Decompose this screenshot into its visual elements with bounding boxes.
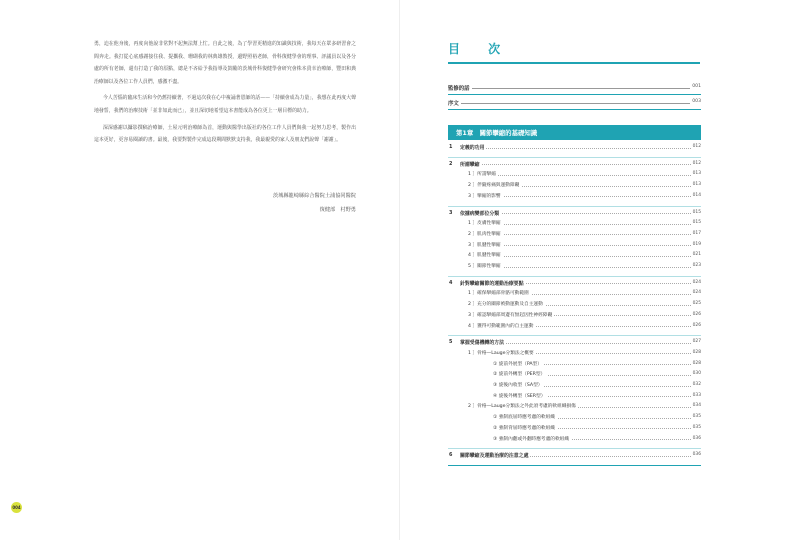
toc-subsection[interactable] [468, 301, 701, 310]
subsection-label: ③ 強制內翻或外翻時應考慮的軟組織 [493, 436, 570, 442]
section-label: 關節攣縮及運動治療的注意之處 [460, 453, 529, 460]
preface-paragraph-1: 勇，迫在他身後，再度向他說非常對不起無法幫上忙。自此之後，為了學習更精進的知識與技術，我每天在眾多研習會之間奔走。我打從心底感謝接住我、提攜我、珊瑚我的林典雄教授，邊野照裕老師，骨科復健學會的理事、評議員以及各分處的所有老師，還有打造了我的原點，總是不吝給予我指導及鼓勵的茨城骨科復健學會研究會株本貴幸治療師，豐田和典治療師以及各位工作人員們，感激不盡。 [94, 41, 356, 85]
subsection-page: 024 [692, 290, 701, 296]
toc-subsection[interactable] [493, 371, 701, 380]
toc-subsection[interactable] [468, 403, 701, 412]
subsection-page: 032 [692, 382, 701, 387]
toc-subsection[interactable] [493, 382, 701, 391]
subsection-page: 036 [692, 435, 701, 441]
toc-subsection[interactable] [468, 193, 701, 202]
section-label: 依據病變部位分類 [460, 210, 500, 217]
subsection-label: 2 ］伴隨疼痛與運動障礙 [468, 183, 520, 189]
subsection-page: 019 [692, 241, 701, 247]
subsection-label: 4 ］獲得可動範圍內的自主運動 [468, 323, 534, 329]
section-number: 3 [449, 209, 453, 216]
subsection-label: 2 ］骨格—Lauge分類法之外此須考慮的軟組織損傷 [468, 404, 576, 410]
toc-entry-preface[interactable] [448, 99, 701, 109]
right-page [400, 0, 799, 540]
toc-section[interactable] [448, 339, 701, 348]
subsection-label: 1 ］確保攣縮部骨骼可動範圍 [468, 291, 529, 297]
toc-subsection[interactable] [468, 231, 701, 240]
toc-subsection[interactable] [468, 290, 701, 299]
subsection-page: 026 [692, 322, 701, 328]
toc-subsection[interactable] [493, 393, 701, 402]
subsection-label: 2 ］肌肉性攣縮 [468, 231, 501, 237]
chapter-heading[interactable] [448, 125, 701, 140]
subsection-label: ① 旋前外展型（PA型） [493, 361, 542, 367]
toc-bottom-rule [448, 465, 701, 466]
page-number-badge: 004 [11, 502, 22, 513]
subsection-page: 017 [692, 230, 701, 236]
subsection-label: ④ 旋後外轉型（SER型） [493, 393, 546, 399]
toc-subsection[interactable] [468, 220, 701, 229]
entry-label: 序文 [448, 101, 459, 107]
entry-page: 003 [692, 99, 701, 104]
section-divider [448, 448, 701, 449]
divider [448, 109, 701, 110]
section-number: 2 [449, 160, 453, 167]
subsection-label: ② 強制背屈時應考慮的軟組織 [493, 425, 555, 431]
subsection-page: 015 [692, 220, 701, 226]
section-divider [448, 157, 701, 158]
subsection-label: 2 ］充分的關節被動運動及自主運動 [468, 302, 543, 308]
section-label: 針對攣縮關節的運動治療要點 [460, 280, 524, 287]
toc-section[interactable] [448, 210, 701, 219]
divider [448, 94, 701, 95]
subsection-page: 028 [692, 349, 701, 355]
subsection-label: ② 旋前外轉型（PER型） [493, 372, 546, 378]
subsection-page: 035 [692, 424, 701, 430]
entry-page: 001 [692, 84, 701, 89]
section-divider [448, 276, 701, 277]
toc-section[interactable] [448, 280, 701, 289]
section-page: 027 [692, 339, 701, 345]
subsection-page: 013 [692, 182, 701, 188]
signature-name: 復健部 村野勇 [319, 207, 356, 213]
toc-subsection[interactable] [493, 361, 701, 370]
section-page: 012 [692, 160, 701, 166]
section-number: 1 [449, 144, 453, 150]
entry-label: 監修的話 [448, 86, 470, 92]
subsection-page: 013 [692, 171, 701, 177]
section-page: 015 [692, 209, 701, 215]
subsection-page: 034 [692, 403, 701, 409]
subsection-page: 021 [692, 252, 701, 258]
section-page: 036 [692, 452, 701, 458]
toc-subsection[interactable] [493, 425, 701, 434]
toc-title: 目 次 [448, 42, 513, 56]
subsection-label: 1 ］骨格—Lauge分類法之概要 [468, 350, 534, 356]
subsection-page: 033 [692, 392, 701, 398]
preface-text [94, 38, 356, 151]
subsection-label: 3 ］攣縮的影響 [468, 193, 501, 199]
section-divider [448, 206, 701, 207]
toc-subsection[interactable] [493, 436, 701, 445]
toc-section[interactable] [448, 144, 701, 153]
section-page: 012 [692, 144, 701, 149]
subsection-page: 030 [692, 371, 701, 377]
chapter-title: 第1章 關節攣縮的基礎知識 [456, 129, 538, 137]
toc-section[interactable] [448, 161, 701, 170]
toc-subsection[interactable] [468, 350, 701, 359]
preface-paragraph-3: 深深感謝以攝影撰稿治療師，土屋元明治療師為首，運動與醫學出版社的各位工作人員們與我一起努力思考，製作出這本更好，更容易閱讀的書。最後，我要對製作完成這段期間默默支持我，我最親愛的家人及朋友們說聲「謝謝」。 [94, 124, 356, 144]
toc-subsection[interactable] [468, 182, 701, 191]
subsection-label: 3 ］肌腱性攣縮 [468, 242, 501, 248]
section-label: 掌握受傷機轉的方法 [460, 340, 505, 347]
subsection-label: 1 ］所謂攣縮 [468, 172, 496, 178]
subsection-label: 4 ］肌腱性攣縮 [468, 253, 501, 259]
toc-subsection[interactable] [468, 242, 701, 251]
section-divider [448, 335, 701, 336]
subsection-page: 023 [692, 263, 701, 268]
signature-affiliation: 茨城縣龍崎縣綜合醫院土浦協同醫院 [272, 193, 356, 199]
section-number: 6 [449, 452, 453, 459]
subsection-label: 5 ］關節性攣縮 [468, 264, 501, 269]
subsection-page: 028 [692, 360, 701, 366]
section-label: 定義的功用 [460, 145, 485, 151]
subsection-page: 026 [692, 311, 701, 317]
section-number: 4 [449, 279, 453, 286]
preface-paragraph-2: 今人苦惱的臨床生活和今仍舊持續著，不過這次我在心中複誦著恩師的話——「持續會成為力量」，我想在此再度大聲地發誓，我們的治療技術「並非如此而已」，並且深切地希望這本書能成為各位更上一層目標的助力。 [94, 95, 356, 114]
subsection-page: 035 [692, 414, 701, 420]
subsection-label: 1 ］皮膚性攣縮 [468, 221, 501, 227]
section-page: 024 [692, 279, 701, 285]
subsection-page: 025 [692, 301, 701, 307]
section-number: 5 [449, 339, 453, 346]
toc-section[interactable] [448, 452, 701, 461]
section-label: 所謂攣縮 [460, 161, 480, 168]
toc-entry-foreword[interactable] [448, 84, 701, 94]
subsection-label: 3 ］確認攣縮部周邊有無起因性神經障礙 [468, 312, 553, 318]
toc-subsection[interactable] [468, 171, 701, 180]
toc-subsection[interactable] [468, 323, 701, 332]
subsection-label: ① 強制底屈時應考慮的軟組織 [493, 415, 555, 421]
left-page [0, 0, 399, 540]
toc-subsection[interactable] [468, 312, 701, 321]
subsection-page: 014 [692, 192, 701, 198]
title-rule [448, 62, 700, 64]
toc-subsection[interactable] [468, 263, 701, 272]
toc-subsection[interactable] [493, 414, 701, 423]
subsection-label: ③ 旋後內收型（SA型） [493, 383, 543, 388]
toc-subsection[interactable] [468, 252, 701, 261]
